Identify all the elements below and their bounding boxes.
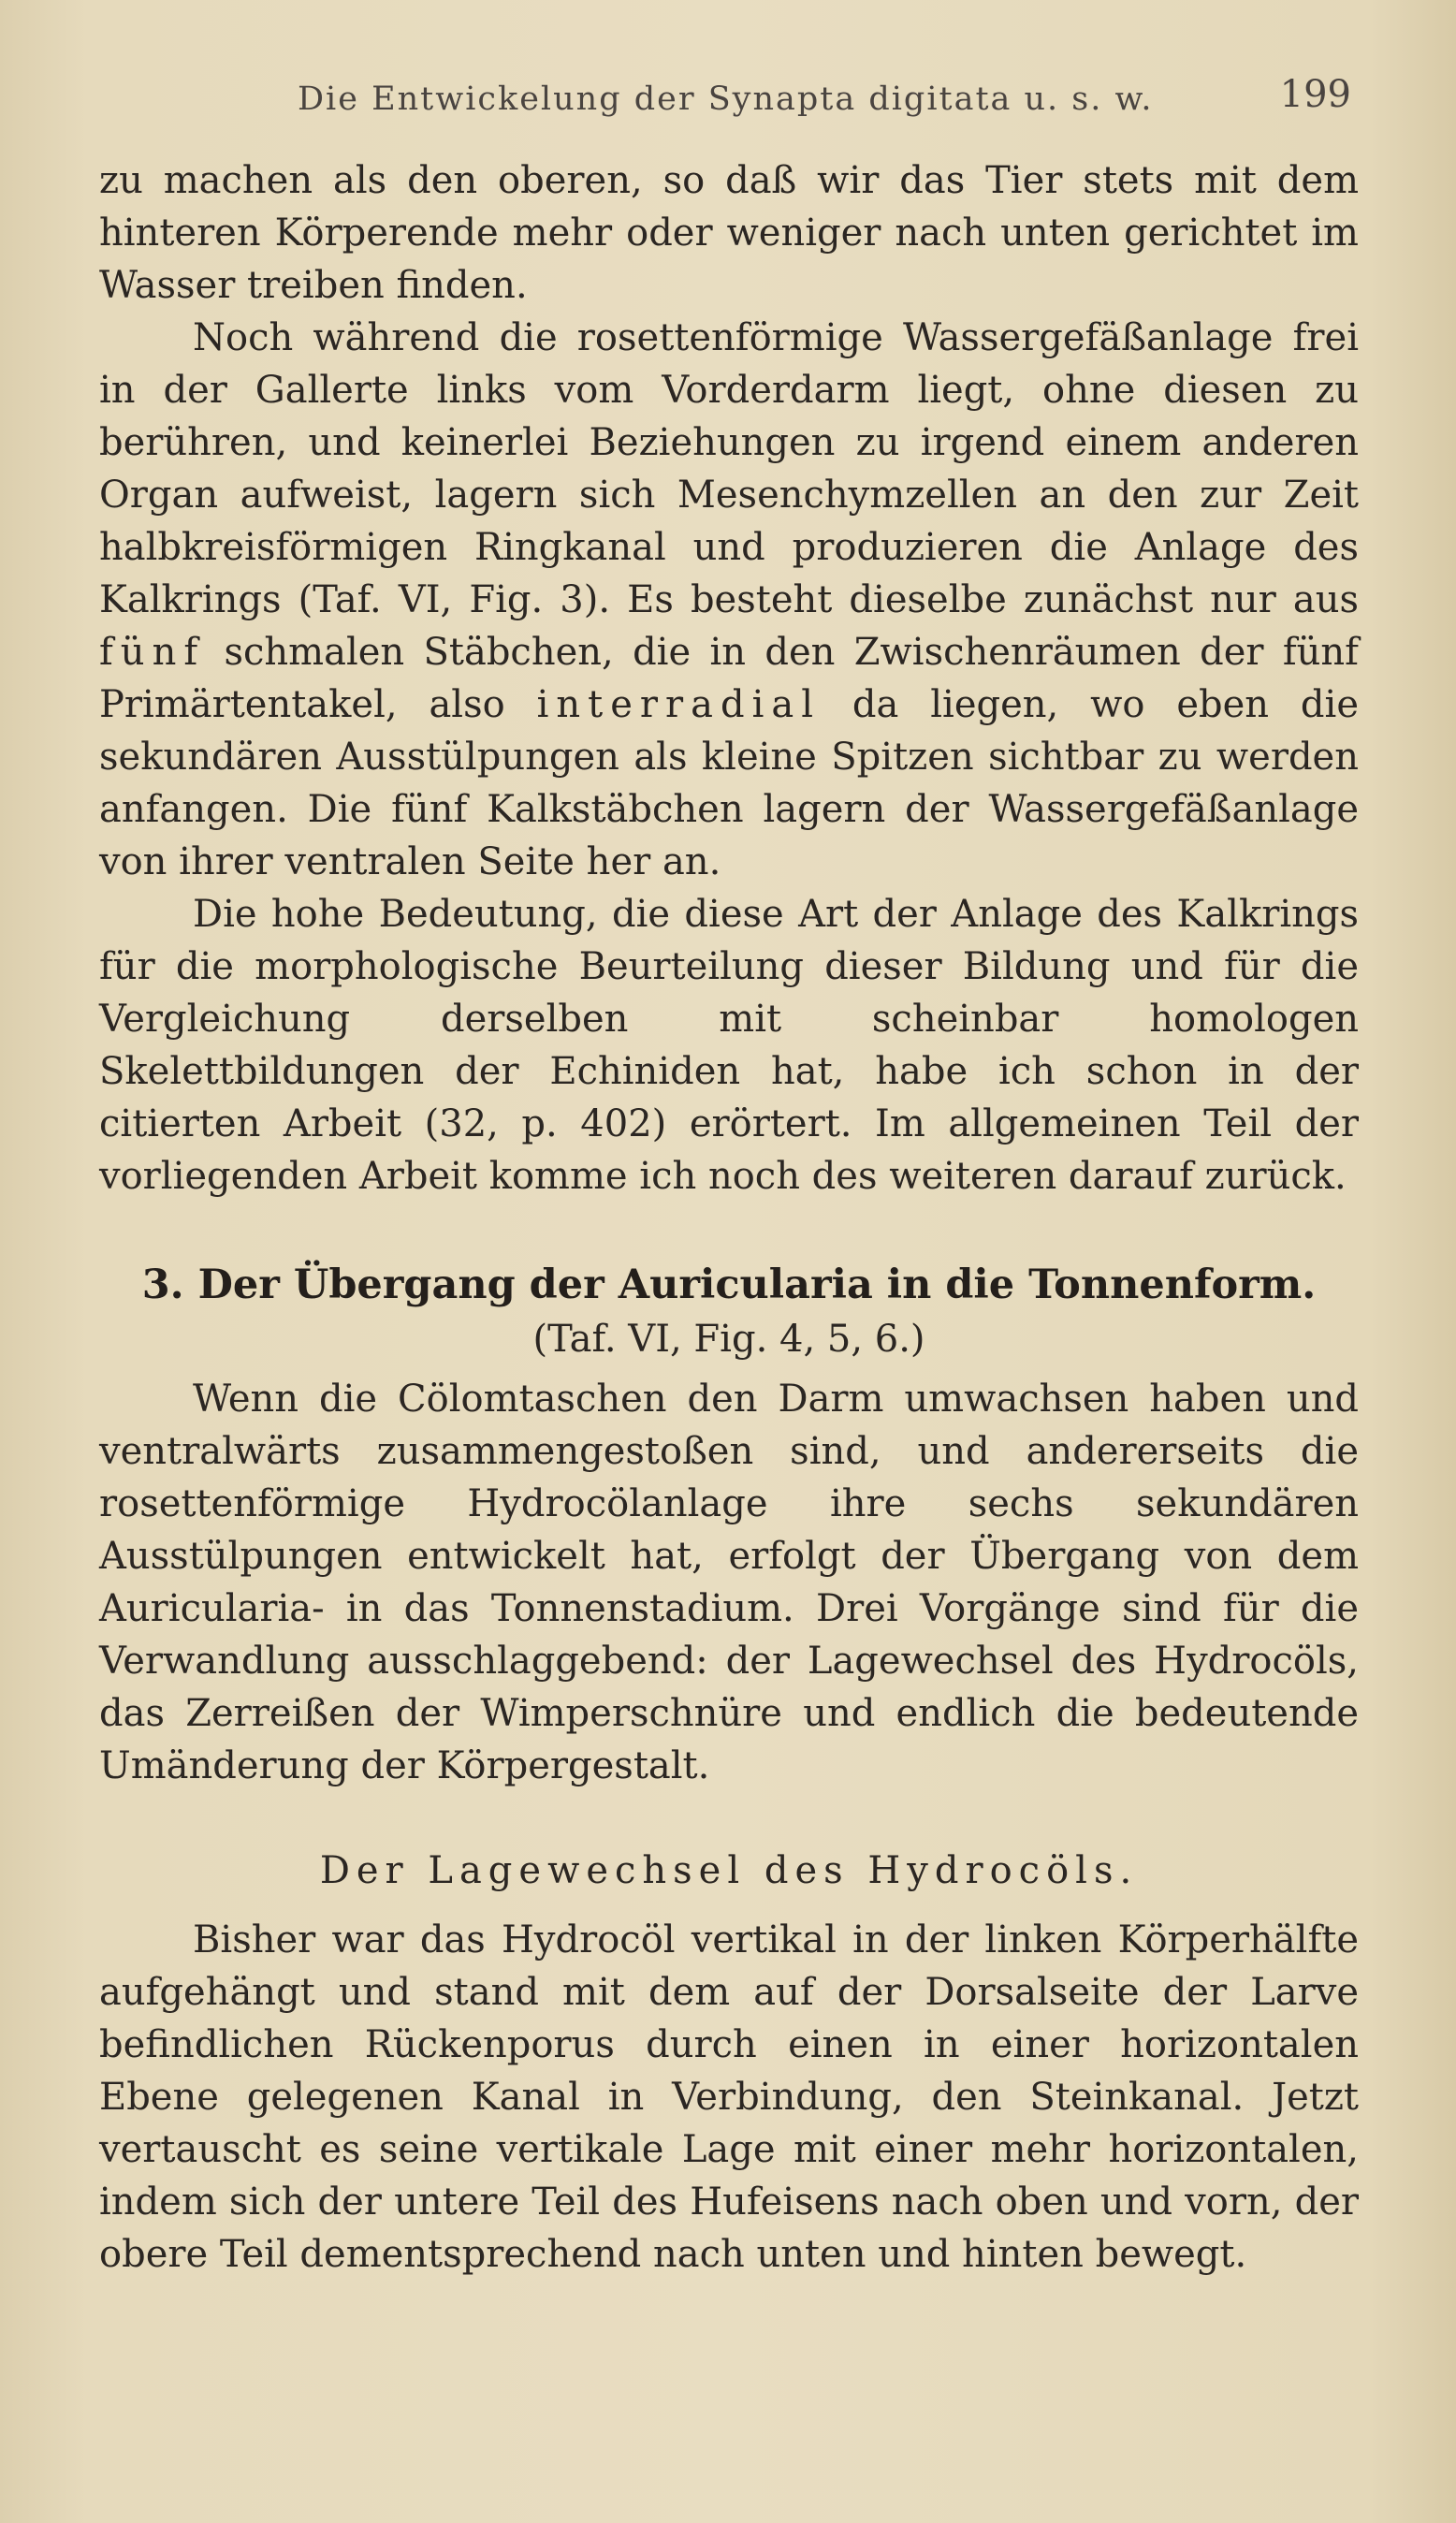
section-figure-reference: (Taf. VI, Fig. 4, 5, 6.) bbox=[532, 1318, 925, 1361]
running-header bbox=[298, 73, 1351, 129]
paragraph-kalkring bbox=[99, 312, 1359, 888]
emphasis-text: fünf bbox=[99, 631, 206, 674]
paragraph-text: Noch während die rosettenförmige Wassergefäßanlage frei in der Gallerte links vom Vorderdarm liegt, ohne diesen zu berühren, und keinerlei Beziehungen zu irgend einem anderen Organ aufweist, lagern sich Mesenchymzellen an den zur Zeit halbkreisförmigen Ringkanal und produzieren die Anlage des Kalkrings (Taf. VI, Fig. 3). Es besteht dieselbe zunächst nur aus bbox=[99, 316, 1359, 621]
emphasis-text: interradial bbox=[536, 683, 822, 726]
paragraph-uebergang: Wenn die Cölomtaschen den Darm umwachsen haben und ventralwärts zusammengestoßen sind, und andererseits die rosettenförmige Hydrocölanlage ihre sechs sekundären Ausstülpungen entwickelt hat, erfolgt der Übergang von dem Auricularia- in das Tonnenstadium. Drei Vorgänge sind für die Verwandlung ausschlaggebend: der Lagewechsel des Hydrocöls, das Zerreißen der Wimperschnüre und endlich die bedeutende Umänderung der Körpergestalt. bbox=[99, 1378, 1359, 1787]
paragraph-text: da liegen, wo eben die sekundären Ausstülpungen als kleine Spitzen sichtbar zu werden anfangen. Die fünf Kalkstäbchen lagern der Wassergefäßanlage von ihrer ventralen Seite her an. bbox=[99, 683, 1359, 883]
paragraph-bedeutung: Die hohe Bedeutung, die diese Art der Anlage des Kalkrings für die morphologische Beurteilung dieser Bildung und für die Vergleichung derselben mit scheinbar homologen Skelettbildungen der Echiniden hat, habe ich schon in der citierten Arbeit (32, p. 402) erörtert. Im allgemeinen Teil der vorliegenden Arbeit komme ich noch des weiteren darauf zurück. bbox=[99, 893, 1359, 1198]
running-title: Die Entwickelung der Synapta digitata u. s. w. bbox=[298, 80, 1154, 118]
text-body bbox=[99, 154, 1359, 2281]
section-heading: 3. Der Übergang der Auricularia in die Tonnenform. bbox=[141, 1262, 1317, 1308]
subsection-heading: Der Lagewechsel des Hydrocöls. bbox=[319, 1849, 1139, 1892]
paragraph-continued: zu machen als den oberen, so daß wir das Tier stets mit dem hinteren Körperende mehr oder weniger nach unten gerichtet im Wasser treiben finden. bbox=[99, 159, 1359, 307]
page-number: 199 bbox=[1279, 73, 1351, 116]
paragraph-lagewechsel: Bisher war das Hydrocöl vertikal in der linken Körperhälfte aufgehängt und stand mit dem auf der Dorsalseite der Larve befindlichen Rückenporus durch einen in einer horizontalen Ebene gelegenen Kanal in Verbindung, den Steinkanal. Jetzt vertauscht es seine vertikale Lage mit einer mehr horizontalen, indem sich der untere Teil des Hufeisens nach oben und vorn, der obere Teil dementsprechend nach unten und hinten bewegt. bbox=[99, 1918, 1359, 2276]
paragraph-text: schmalen Stäbchen, die in den Zwischenräumen der fünf Primärtentakel, also bbox=[99, 631, 1359, 726]
